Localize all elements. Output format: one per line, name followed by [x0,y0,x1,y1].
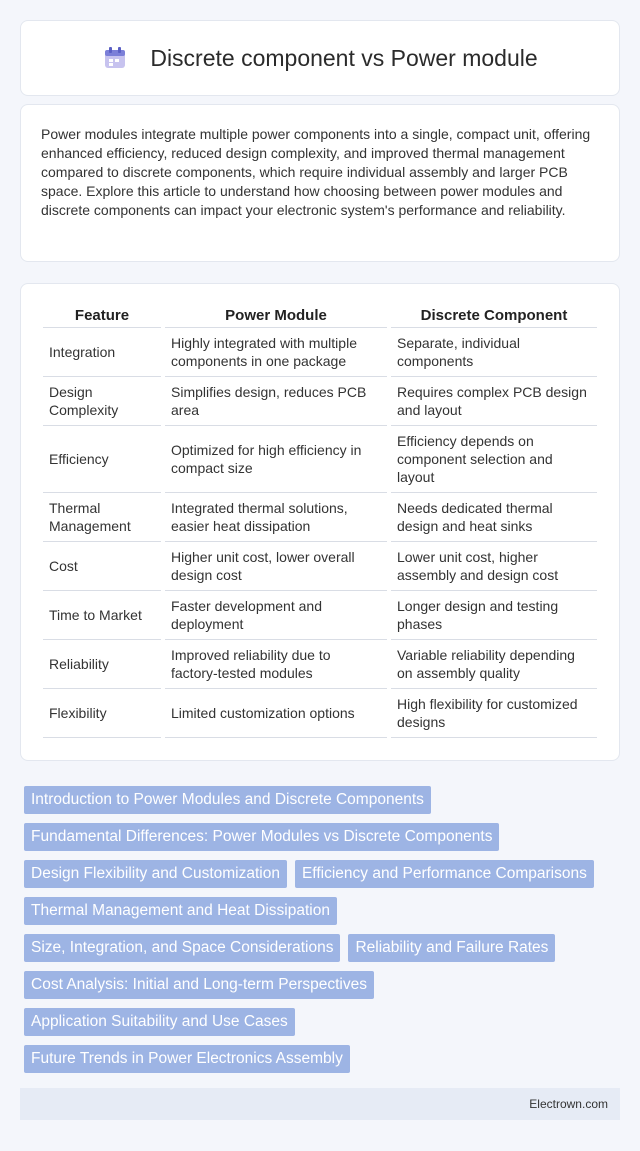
title-card [20,20,620,96]
calendar-icon [102,45,128,71]
table-cell: Efficiency [43,426,161,493]
table-cell: Reliability [43,640,161,689]
footer [20,1088,620,1120]
topic-tags [24,786,620,1082]
table-cell: Efficiency depends on component selection and layout [391,426,597,493]
topic-tag[interactable]: Thermal Management and Heat Dissipation [24,897,337,925]
topic-tag[interactable]: Efficiency and Performance Comparisons [295,860,594,888]
topic-tag[interactable]: Fundamental Differences: Power Modules vs Discrete Components [24,823,499,851]
table-row [43,591,597,640]
table-row [43,493,597,542]
topic-tag[interactable]: Introduction to Power Modules and Discrete Components [24,786,431,814]
table-cell: Flexibility [43,689,161,738]
table-cell: Highly integrated with multiple components in one package [165,328,387,377]
header-feature: Feature [43,304,161,328]
header-power-module: Power Module [165,304,387,328]
tag-row [24,1008,620,1036]
tag-row [24,897,620,925]
topic-tag[interactable]: Cost Analysis: Initial and Long-term Perspectives [24,971,374,999]
table-cell: Improved reliability due to factory-tested modules [165,640,387,689]
table-cell: High flexibility for customized designs [391,689,597,738]
table-cell: Faster development and deployment [165,591,387,640]
tag-row [24,786,620,814]
table-row [43,640,597,689]
table-cell: Optimized for high efficiency in compact size [165,426,387,493]
topic-tag[interactable]: Size, Integration, and Space Considerations [24,934,340,962]
table-cell: Longer design and testing phases [391,591,597,640]
footer-brand[interactable]: Electrown.com [529,1097,608,1111]
table-cell: Lower unit cost, higher assembly and design cost [391,542,597,591]
table-cell: Higher unit cost, lower overall design cost [165,542,387,591]
tag-row [24,934,620,962]
table-cell: Integration [43,328,161,377]
table-row [43,377,597,426]
comparison-table [39,304,601,738]
table-row [43,689,597,738]
table-cell: Separate, individual components [391,328,597,377]
table-cell: Thermal Management [43,493,161,542]
table-cell: Needs dedicated thermal design and heat sinks [391,493,597,542]
table-row [43,328,597,377]
tag-row [24,1045,620,1073]
header-discrete-component: Discrete Component [391,304,597,328]
intro-text: Power modules integrate multiple power components into a single, compact unit, offering enhanced efficiency, reduced design complexity, and improved thermal management compared to discrete components, which require individual assembly and larger PCB space. Explore this article to understand how choosing between power modules and discrete components can impact your electronic system's performance and reliability. [41,126,591,218]
tag-row [24,860,620,888]
tag-row [24,971,620,999]
table-row [43,426,597,493]
table-cell: Design Complexity [43,377,161,426]
comparison-table-card [20,283,620,761]
topic-tag[interactable]: Future Trends in Power Electronics Assembly [24,1045,350,1073]
table-cell: Limited customization options [165,689,387,738]
table-cell: Variable reliability depending on assembly quality [391,640,597,689]
page-title: Discrete component vs Power module [150,44,538,71]
table-cell: Cost [43,542,161,591]
topic-tag[interactable]: Design Flexibility and Customization [24,860,287,888]
table-cell: Time to Market [43,591,161,640]
table-header-row [43,304,597,328]
tag-row [24,823,620,851]
topic-tag[interactable]: Application Suitability and Use Cases [24,1008,295,1036]
table-cell: Integrated thermal solutions, easier heat dissipation [165,493,387,542]
table-cell: Requires complex PCB design and layout [391,377,597,426]
table-row [43,542,597,591]
topic-tag[interactable]: Reliability and Failure Rates [348,934,555,962]
table-cell: Simplifies design, reduces PCB area [165,377,387,426]
intro-card [20,104,620,262]
